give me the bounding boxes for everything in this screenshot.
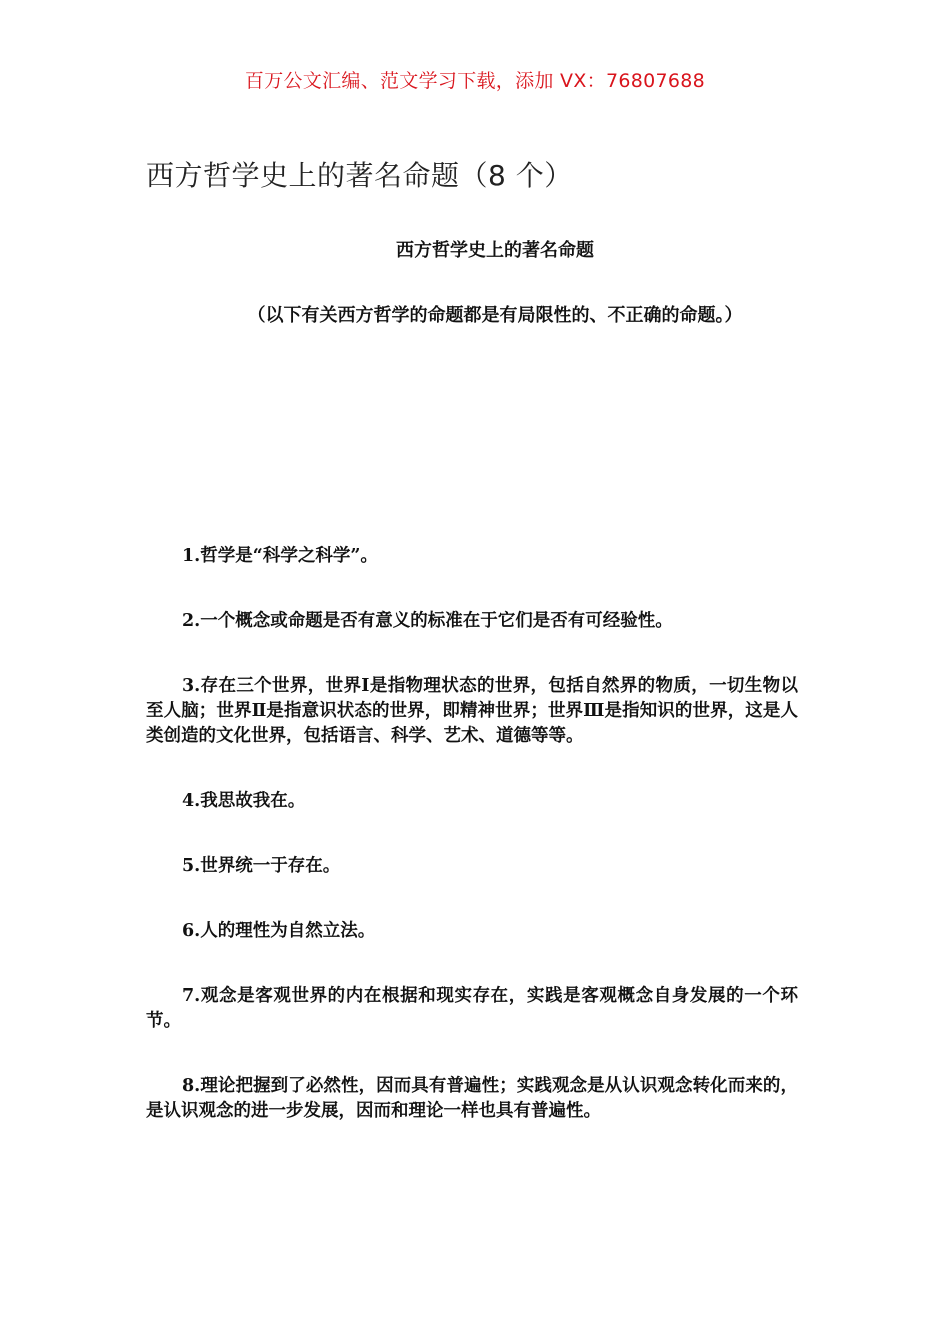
proposition-2: 2.一个概念或命题是否有意义的标准在于它们是否有可经验性。	[182, 611, 673, 631]
proposition-6: 6.人的理性为自然立法。	[182, 921, 376, 941]
proposition-8: 8.理论把握到了必然性，因而具有普遍性；实践观念是从认识观念转化而来的，是认识观念的进一步发展，因而和理论一样也具有普遍性。	[146, 1076, 798, 1121]
proposition-5: 5.世界统一于存在。	[182, 856, 341, 876]
proposition-1: 1.哲学是“科学之科学”。	[182, 546, 378, 566]
section-note: （以下有关西方哲学的命题都是有局限性的、不正确的命题。）	[247, 305, 743, 326]
section-title: 西方哲学史上的著名命题	[396, 240, 594, 261]
proposition-list	[146, 544, 798, 1164]
header-banner: 百万公文汇编、范文学习下载，添加 VX：76807688	[244, 70, 706, 92]
proposition-7: 7.观念是客观世界的内在根据和现实存在，实践是客观概念自身发展的一个环节。	[146, 986, 798, 1031]
proposition-4: 4.我思故我在。	[182, 791, 306, 811]
document-title: 西方哲学史上的著名命题（8 个）	[146, 159, 573, 192]
proposition-3: 3.存在三个世界，世界Ⅰ是指物理状态的世界，包括自然界的物质，一切生物以至人脑；世界Ⅱ是指意识状态的世界，即精神世界；世界Ⅲ是指知识的世界，这是人类创造的文化世界，包括语言、科学、艺术、道德等等。	[146, 676, 798, 746]
